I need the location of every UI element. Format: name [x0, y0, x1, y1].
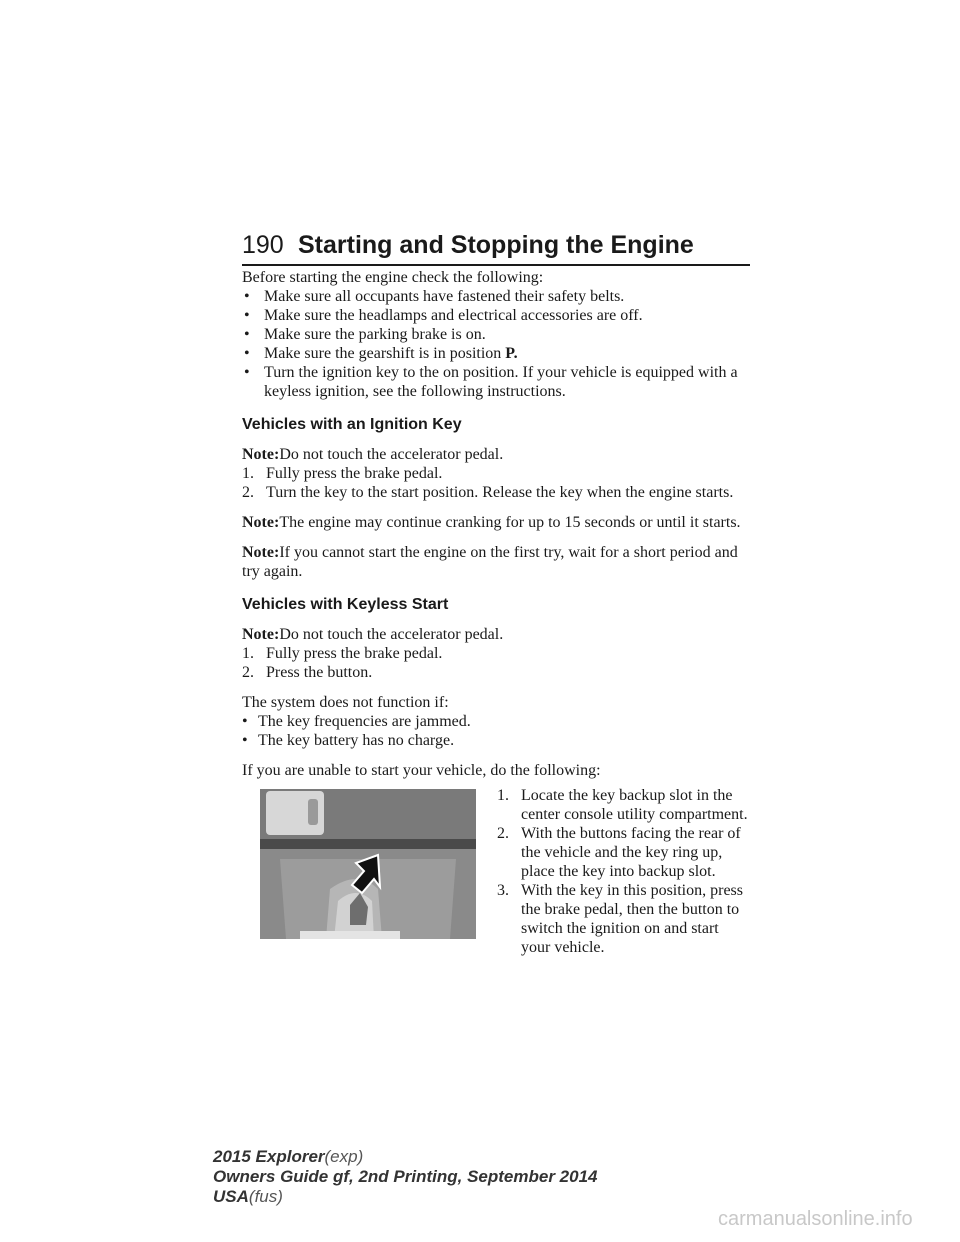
footer-region: USA: [213, 1187, 249, 1206]
footer-model-code: (exp): [324, 1147, 364, 1166]
list-item: [242, 344, 748, 363]
bullet-glyph: •: [242, 713, 248, 730]
note: [242, 543, 748, 581]
step-text: With the key in this position, press the brake pedal, then the button to switch the ignition on and start your vehicle.: [521, 882, 744, 956]
step-item: [242, 663, 748, 682]
note: [242, 445, 748, 464]
note-label: Note:: [242, 446, 280, 463]
step-text: Press the button.: [266, 664, 373, 681]
intro-text: Before starting the engine check the following:: [242, 269, 544, 286]
footer-line-2: [213, 1167, 597, 1187]
step-text: Turn the key to the start position. Release the key when the engine starts.: [266, 484, 734, 501]
step-text: Fully press the brake pedal.: [266, 645, 443, 662]
check-text: Make sure the gearshift is in position: [264, 345, 502, 362]
section-heading-keyless: Vehicles with Keyless Start: [242, 596, 449, 613]
list-item: [242, 287, 748, 306]
bullet-glyph: •: [244, 307, 250, 324]
footer-line-3: [213, 1187, 597, 1207]
unable-intro: If you are unable to start your vehicle, do the following:: [242, 762, 601, 779]
step-text: Locate the key backup slot in the center console utility compartment.: [521, 787, 748, 823]
note-label: Note:: [242, 626, 280, 643]
page-footer: [213, 1147, 597, 1207]
note: [242, 513, 748, 532]
bullet-glyph: •: [244, 288, 250, 305]
backup-steps: [497, 786, 749, 957]
check-text: Make sure all occupants have fastened their safety belts.: [264, 288, 625, 305]
page-body: [242, 268, 748, 986]
step-item: [242, 644, 748, 663]
page-header: [242, 230, 750, 266]
step-item: [242, 464, 748, 483]
step-number: 2.: [242, 484, 254, 501]
footer-line-1: [213, 1147, 597, 1167]
section-heading-ignition-key: Vehicles with an Ignition Key: [242, 416, 462, 433]
step-item: [497, 824, 749, 881]
step-number: 2.: [497, 825, 509, 842]
check-list: [242, 287, 748, 401]
step-text: Fully press the brake pedal.: [266, 465, 443, 482]
footer-region-code: (fus): [248, 1187, 283, 1206]
step-item: [497, 786, 749, 824]
bullet-glyph: •: [244, 326, 250, 343]
gear-position: P.: [505, 345, 518, 362]
system-intro: The system does not function if:: [242, 694, 449, 711]
bullet-glyph: •: [244, 345, 250, 362]
check-text: Make sure the parking brake is on.: [264, 326, 486, 343]
bullet-glyph: •: [244, 364, 250, 381]
list-item: [242, 731, 748, 750]
step-number: 1.: [497, 787, 509, 804]
page-title: Starting and Stopping the Engine: [298, 231, 694, 259]
step-number: 1.: [242, 645, 254, 662]
note-text: If you cannot start the engine on the first try, wait for a short period and try again.: [242, 544, 738, 580]
bullet-glyph: •: [242, 732, 248, 749]
step-number: 2.: [242, 664, 254, 681]
list-item: [242, 306, 748, 325]
list-item: [242, 363, 748, 401]
key-backup-slot-photo: [260, 789, 476, 939]
page-number: 190: [242, 231, 284, 259]
step-item: [242, 483, 748, 502]
step-text: With the buttons facing the rear of the vehicle and the key ring up, place the key into backup slot.: [521, 825, 741, 880]
console-illustration: [260, 789, 476, 939]
note-text: Do not touch the accelerator pedal.: [279, 626, 504, 643]
step-number: 3.: [497, 882, 509, 899]
list-item: [242, 325, 748, 344]
check-text: Turn the ignition key to the on position. If your vehicle is equipped with a keyless ignition, see the following instructions.: [264, 364, 738, 400]
step-number: 1.: [242, 465, 254, 482]
list-item: [242, 712, 748, 731]
watermark: carmanualsonline.info: [718, 1208, 913, 1230]
note-label: Note:: [242, 514, 280, 531]
note-text: The engine may continue cranking for up to 15 seconds or until it starts.: [279, 514, 741, 531]
note-text: Do not touch the accelerator pedal.: [279, 446, 504, 463]
check-text: Make sure the headlamps and electrical accessories are off.: [264, 307, 643, 324]
step-item: [497, 881, 749, 957]
footer-model: 2015 Explorer: [213, 1147, 325, 1166]
backup-slot-figure-row: [242, 786, 748, 986]
condition-text: The key frequencies are jammed.: [258, 713, 471, 730]
footer-printing: Owners Guide gf, 2nd Printing, September 2014: [213, 1167, 598, 1186]
condition-text: The key battery has no charge.: [258, 732, 455, 749]
note: [242, 625, 748, 644]
note-label: Note:: [242, 544, 280, 561]
